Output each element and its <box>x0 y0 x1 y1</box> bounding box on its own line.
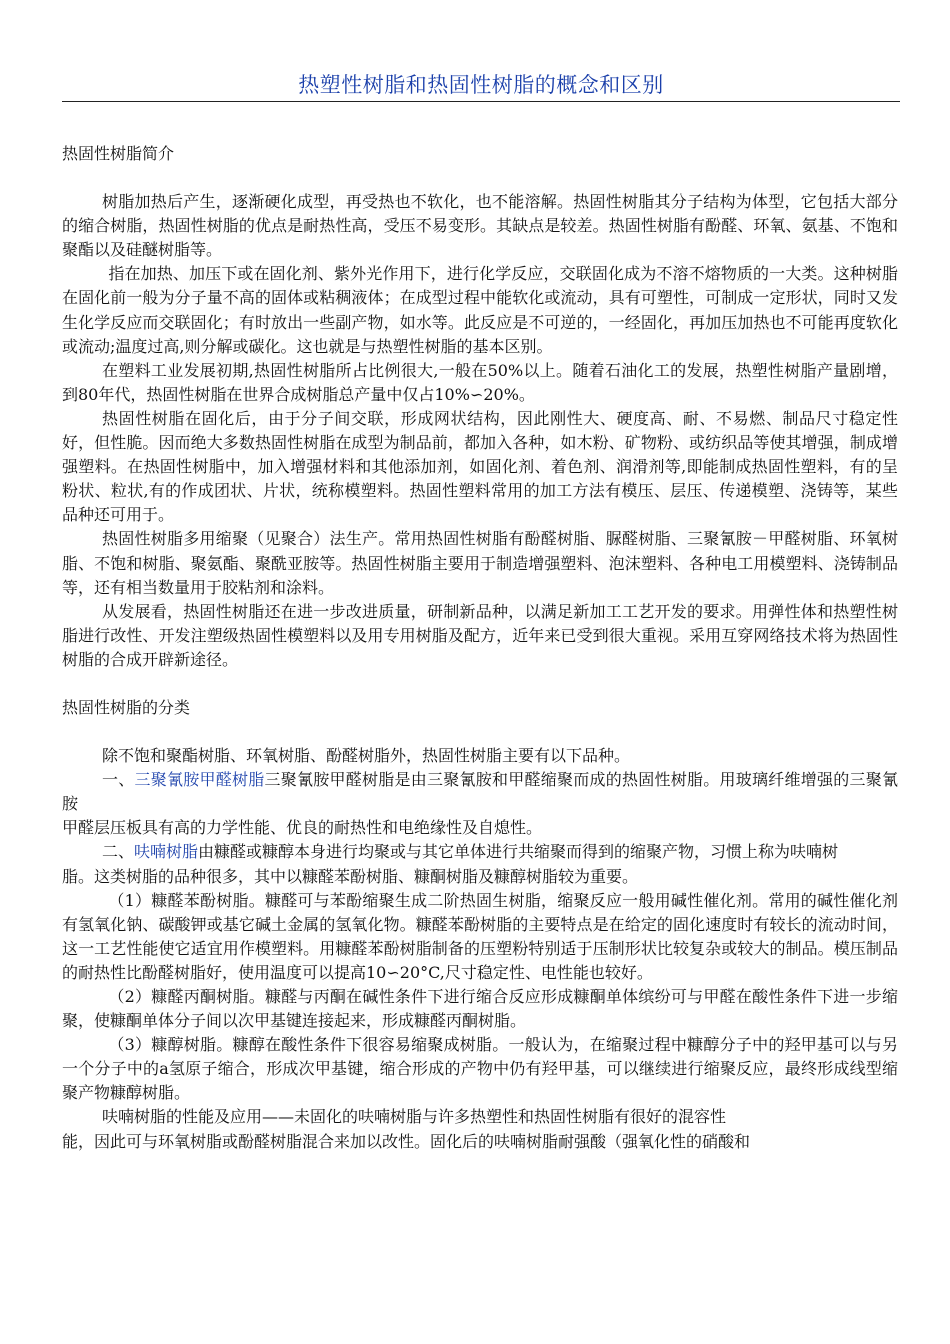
furan-resin-link[interactable]: 呋喃树脂 <box>134 842 199 862</box>
melamine-resin-link[interactable]: 三聚氰胺甲醛树脂 <box>134 770 265 790</box>
document-body <box>62 142 898 1154</box>
paragraph-continuation: 脂。这类树脂的品种很多，其中以糠醛苯酚树脂、糠酮树脂及糠醇树脂较为重要。 <box>62 866 639 886</box>
item-text: 三聚氰胺甲醛树脂是由三聚氰胺和甲醛缩聚而成的热固性树脂。用玻璃纤维增强的三聚氰胺 <box>62 770 898 814</box>
paragraph: 从发展看，热固性树脂还在进一步改进质量，研制新品种，以满足新加工工艺开发的要求。用弹性体和热塑性树脂进行改性、开发注塑级热固性模塑料以及用专用树脂及配方，近年来已受到很大重视。采用互穿网络技术将为热固性树脂的合成开辟新途径。 <box>62 601 898 669</box>
paragraph: 呋喃树脂的性能及应用——未固化的呋喃树脂与许多热塑性和热固性树脂有很好的混容性 <box>102 1107 727 1127</box>
item-prefix: 二、 <box>102 842 135 862</box>
sub-item-1: （1）糠醛苯酚树脂。糠醛可与苯酚缩聚生成二阶热固生树脂，缩聚反应一般用碱性催化剂。常用的碱性催化剂有氢氧化钠、碳酸钾或基它碱土金属的氢氧化物。糠醛苯酚树脂的主要特点是在给定的固化速度时有较长的流动时间，这一工艺性能使它适宜用作模塑料。用糠醛苯酚树脂制备的压塑粉特别适于压制形状比较复杂或较大的制品。模压制品的耐热性比酚醛树脂好，使用温度可以提高10∽20°C,尺寸稳定性、电性能也较好。 <box>62 890 898 982</box>
paragraph: 热固性树脂在固化后，由于分子间交联，形成网状结构，因此刚性大、硬度高、耐、不易燃、制品尺寸稳定性好，但性脆。因而绝大多数热固性树脂在成型为制品前，都加入各种，如木粉、矿物粉、或纺织品等使其增强，制成增强塑料。在热固性树脂中，加入增强材料和其他添加剂，如固化剂、着色剂、润滑剂等,即能制成热固性塑料，有的呈粉状、粒状,有的作成团状、片状，统称模塑料。热固性塑料常用的加工方法有模压、层压、传递模塑、浇铸等，某些品种还可用于。 <box>62 408 898 525</box>
item-text: 由糠醛或糠醇本身进行均聚或与其它单体进行共缩聚而得到的缩聚产物，习惯上称为呋喃树 <box>198 842 839 862</box>
paragraph: 树脂加热后产生，逐渐硬化成型，再受热也不软化，也不能溶解。热固性树脂其分子结构为体型，它包括大部分的缩合树脂，热固性树脂的优点是耐热性高，受压不易变形。其缺点是较差。热固性树脂有酚醛、环氧、氨基、不饱和聚酯以及硅醚树脂等。 <box>62 192 898 260</box>
item-prefix: 一、 <box>102 770 135 790</box>
paragraph: 除不饱和聚酯树脂、环氧树脂、酚醛树脂外，热固性树脂主要有以下品种。 <box>102 746 631 766</box>
paragraph: 热固性树脂多用缩聚（见聚合）法生产。常用热固性树脂有酚醛树脂、脲醛树脂、三聚氰胺－甲醛树脂、环氧树脂、不饱和树脂、聚氨酯、聚酰亚胺等。热固性树脂主要用于制造增强塑料、泡沫塑料、各种电工用模塑料、浇铸制品等，还有相当数量用于胶粘剂和涂料。 <box>62 529 898 597</box>
list-item-melamine <box>62 768 898 816</box>
paragraph-continuation: 甲醛层压板具有高的力学性能、优良的耐热性和电绝缘性及自熄性。 <box>62 818 543 838</box>
paragraph-continuation: 能，因此可与环氧树脂或酚醛树脂混合来加以改性。固化后的呋喃树脂耐强酸（强氧化性的硝酸和 <box>62 1131 751 1151</box>
sub-item-2: （2）糠醛丙酮树脂。糠醛与丙酮在碱性条件下进行缩合反应形成糠酮单体缤纷可与甲醛在酸性条件下进一步缩聚，使糠酮单体分子间以次甲基键连接起来，形成糠醛丙酮树脂。 <box>62 987 898 1031</box>
list-item-furan <box>62 840 898 864</box>
section-heading-intro: 热固性树脂简介 <box>62 144 175 163</box>
paragraph: 指在加热、加压下或在固化剂、紫外光作用下，进行化学反应，交联固化成为不溶不熔物质的一大类。这种树脂在固化前一般为分子量不高的固体或粘稠液体；在成型过程中能软化或流动，具有可塑性，可制成一定形状，同时又发生化学反应而交联固化；有时放出一些副产物，如水等。此反应是不可逆的，一经固化，再加压加热也不可能再度软化或流动;温度过高,则分解或碳化。这也就是与热塑性树脂的基本区别。 <box>62 264 898 356</box>
sub-item-3: （3）糠醇树脂。糠醇在酸性条件下很容易缩聚成树脂。一般认为，在缩聚过程中糠醇分子中的羟甲基可以与另一个分子中的a氢原子缩合，形成次甲基键，缩合形成的产物中仍有羟甲基，可以继续进行缩聚反应，最终形成线型缩聚产物糠醇树脂。 <box>62 1035 898 1103</box>
document-title: 热塑性树脂和热固性树脂的概念和区别 <box>62 70 900 102</box>
paragraph: 在塑料工业发展初期,热固性树脂所占比例很大,一般在50%以上。随着石油化工的发展，热塑性树脂产量剧增，到80年代，热固性树脂在世界合成树脂总产量中仅占10%∽20%。 <box>62 360 898 404</box>
section-heading-classification: 热固性树脂的分类 <box>62 697 191 717</box>
